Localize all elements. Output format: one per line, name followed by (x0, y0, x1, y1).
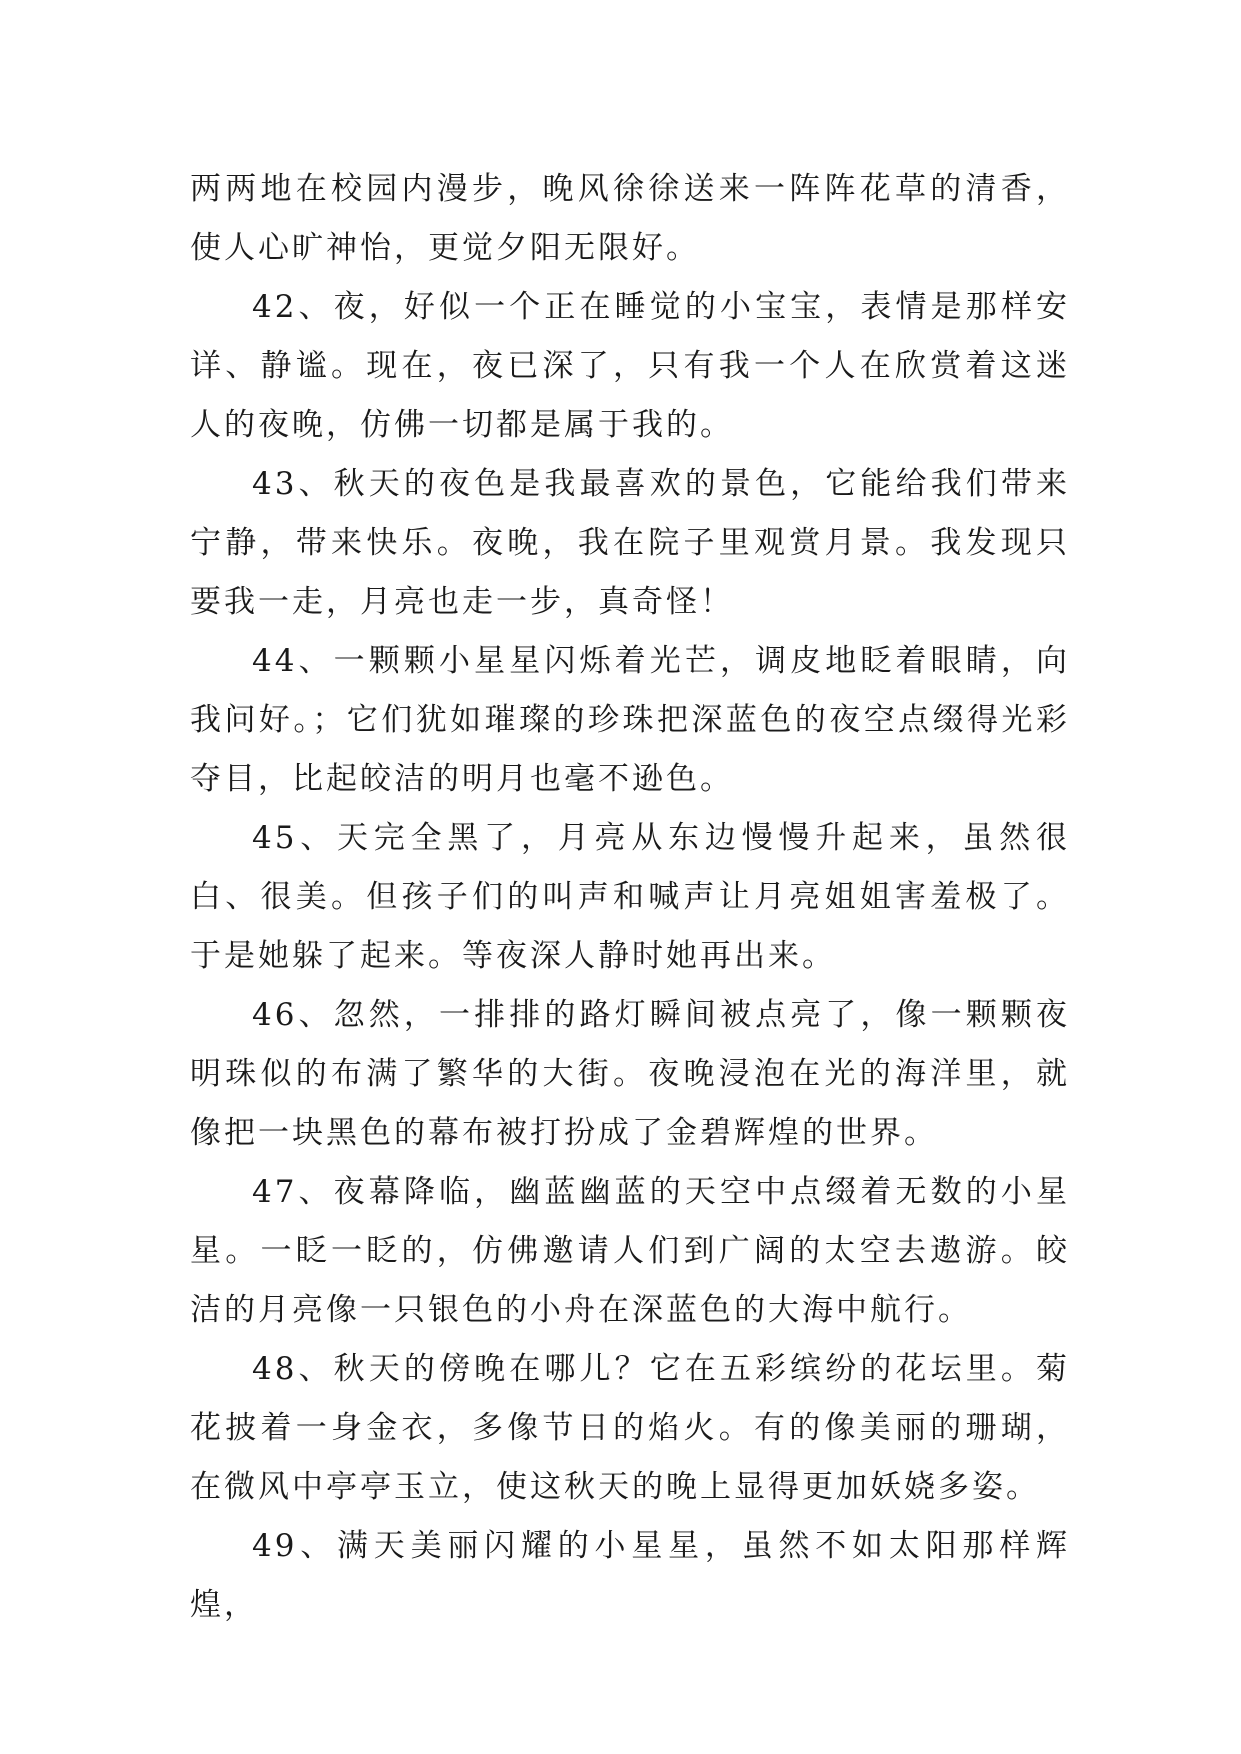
paragraph-45: 45、天完全黑了，月亮从东边慢慢升起来，虽然很白、很美。但孩子们的叫声和喊声让月亮姐姐害羞极了。于是她躲了起来。等夜深人静时她再出来。 (190, 820, 1070, 974)
paragraph-47: 47、夜幕降临，幽蓝幽蓝的天空中点缀着无数的小星星。一眨一眨的，仿佛邀请人们到广阔的太空去遨游。皎洁的月亮像一只银色的小舟在深蓝色的大海中航行。 (190, 1174, 1070, 1328)
paragraph-continued: 两两地在校园内漫步，晚风徐徐送来一阵阵花草的清香，使人心旷神怡，更觉夕阳无限好。 (190, 171, 1070, 266)
paragraph-43: 43、秋天的夜色是我最喜欢的景色，它能给我们带来宁静，带来快乐。夜晚，我在院子里观赏月景。我发现只要我一走，月亮也走一步，真奇怪！ (190, 466, 1070, 620)
paragraph-44: 44、一颗颗小星星闪烁着光芒，调皮地眨着眼睛，向我问好。；它们犹如璀璨的珍珠把深蓝色的夜空点缀得光彩夺目，比起皎洁的明月也毫不逊色。 (190, 643, 1070, 797)
paragraph-48: 48、秋天的傍晚在哪儿？它在五彩缤纷的花坛里。菊花披着一身金衣，多像节日的焰火。有的像美丽的珊瑚，在微风中亭亭玉立，使这秋天的晚上显得更加妖娆多姿。 (190, 1351, 1070, 1505)
paragraph-46: 46、忽然，一排排的路灯瞬间被点亮了，像一颗颗夜明珠似的布满了繁华的大街。夜晚浸泡在光的海洋里，就像把一块黑色的幕布被打扮成了金碧辉煌的世界。 (190, 997, 1070, 1151)
body-text (190, 160, 1070, 1635)
paragraph-49: 49、满天美丽闪耀的小星星，虽然不如太阳那样辉煌， (190, 1528, 1070, 1623)
paragraph-42: 42、夜，好似一个正在睡觉的小宝宝，表情是那样安详、静谧。现在，夜已深了，只有我一个人在欣赏着这迷人的夜晚，仿佛一切都是属于我的。 (190, 289, 1070, 443)
